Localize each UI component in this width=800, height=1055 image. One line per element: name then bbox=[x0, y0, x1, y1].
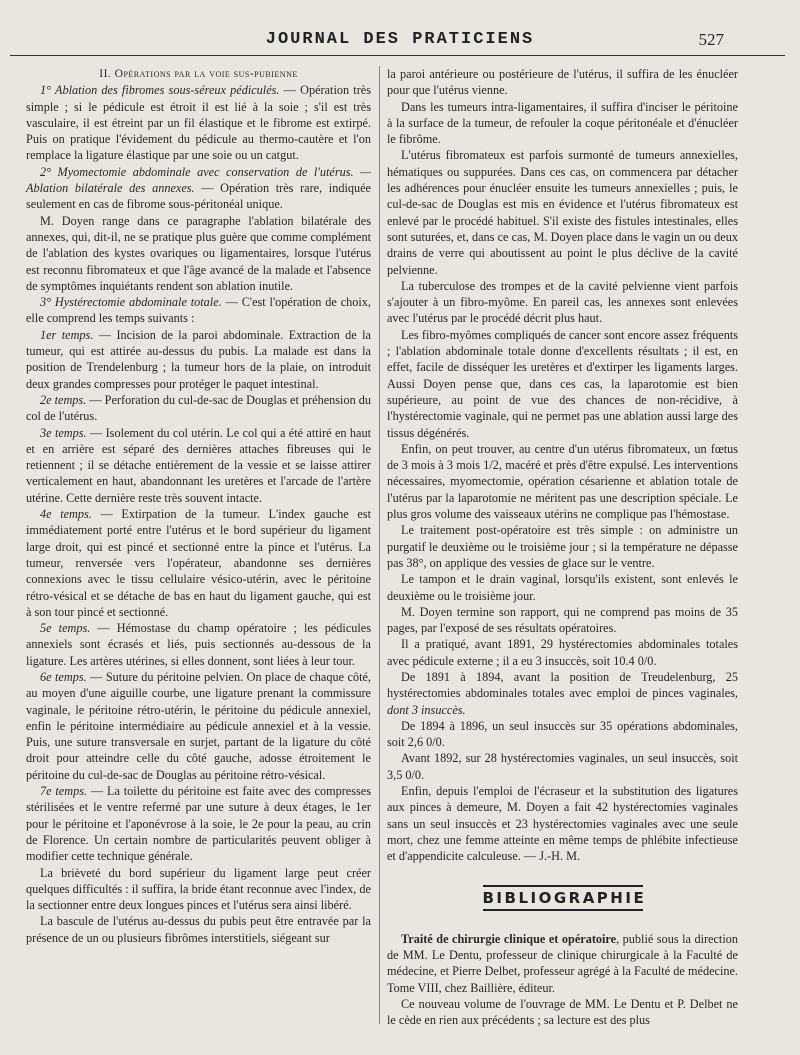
step-text: — Extirpation de la tumeur. L'index gauche est immédiatement porté entre l'utérus et le bord supérieur du ligament large droit, qui est pincé et sectionné entre la pince et l'utérus. La tumeur, renversée vers l'opérateur, abandonne ses dernières connexions avec le tissu cellulaire vésico-utérin, avec le péritoine rétro-vésical et se détache de bas en haut du ligament gauche, qui est à son tour pincé et sectionné. bbox=[26, 507, 371, 619]
step-label: 6e temps. bbox=[40, 669, 87, 684]
step-text: — Suture du péritoine pelvien. On place de chaque côté, au moyen d'une aiguille courbe, une ligature prenant la commissure vaginale, le péritoine rétro-utérin, le péritoine du pédicule annexiel, enfin le péritoine intermédiaire au pédicule annexiel et à la vessie. Puis, une suture transversale en surjet, partant de la ligature du côté droit pour atteindre celle du côté gauche, adosse étroitement le péritoine du cul-de-sac de Douglas au péritoine rétro-vésical. bbox=[26, 669, 371, 782]
paragraph: Ce nouveau volume de l'ouvrage de MM. Le Dentu et P. Delbet ne le cède en rien aux précédents ; sa lecture est des plus bbox=[387, 997, 738, 1028]
paragraph: la paroi antérieure ou postérieure de l'utérus, il suffira de les énucléer pour que l'utérus vienne. bbox=[387, 67, 738, 98]
step-paragraph bbox=[26, 425, 371, 506]
book-title: Traité de chirurgie clinique et opératoire bbox=[401, 931, 617, 946]
section-heading: II. Opérations par la voie sus-pubienne bbox=[99, 68, 298, 80]
paragraph bbox=[26, 294, 371, 327]
paragraph bbox=[387, 669, 738, 718]
paragraph: Les fibro-myômes compliqués de cancer sont encore assez fréquents ; l'ablation abdominale totale donne d'excellents résultats ; il est, en effet, facile de disséquer les uretères et d'extirper les ligaments larges. Aussi Doyen pense que, dans ces cas, la laparotomie est bien supérieure, au point de vue des chances de non-récidive, à l'hystérectomie vaginale, qui ne permet pas une ablation aussi large des tissus dégénérés. bbox=[387, 327, 738, 440]
right-column bbox=[387, 66, 738, 1029]
step-text: — Perforation du cul-de-sac de Douglas et préhension du col de l'utérus. bbox=[26, 392, 372, 424]
paragraph: L'utérus fibromateux est parfois surmonté de tumeurs annexielles, hématiques ou suppurées. Dans ces cas, on commencera par détacher les adhérences pour énucléer ensuite les tumeurs annexielles ; puis, le cul-de-sac de Douglas est mis en évidence et l'utérus fibromateux est enlevé par le procédé habituel. S'il existe des fistules intestinales, elles sont suturées, et, dans ce cas, M. Doyen place dans le vagin un ou deux drains de verre qui aboutissent au point le plus déclive de la cavité pelvienne. bbox=[387, 148, 738, 277]
paragraph bbox=[26, 164, 371, 213]
subheading: 1° Ablation des fibromes sous-séreux pédiculés. bbox=[40, 83, 280, 98]
paragraph-text: — Opération très simple ; si le pédicule est étroit il est lié à la soie ; s'il est très vasculaire, il est étreint par un fil élastique et le fibrome est extirpé. Puis on pratique l'évidement du pédicule au thermo-cautère et l'on remplace la ligature élastique par une soie ou un catgut. bbox=[26, 83, 371, 163]
step-text: — Isolement du col utérin. Le col qui a été attiré en haut et en arrière est séparé des dernières attaches fibreuses qui le retiennent ; il se détache entièrement de la vessie et se laisse attirer verticalement en haut, abandonnant les uretères et l'arcade de l'artère utérine. Cette dernière reste très souvent intacte. bbox=[26, 425, 371, 505]
paragraph-text: — Opération très rare, indiquée seulement en cas de fibrome sous-péritonéal unique. bbox=[26, 181, 371, 212]
paragraph: M. Doyen range dans ce paragraphe l'ablation bilatérale des annexes, qui, dit-il, ne se pratique plus guère que comme complément de l'ablation des kystes ovariques ou ligamentaires, lorsque l'utérus est reconnu fibromateux et que l'âge avancé de la malade et l'absence de symptômes inquiétants rendent son ablation inutile. bbox=[26, 213, 371, 293]
header-rule bbox=[10, 55, 785, 56]
step-paragraph bbox=[26, 506, 371, 620]
step-text: — Hémostase du champ opératoire ; les pédicules annexiels sont écrasés et liés, puis sectionnés au-dessous de la ligature. Les artères utérines, si elles donnent, sont liées à leur tour. bbox=[26, 621, 371, 668]
step-paragraph bbox=[26, 327, 371, 392]
left-column bbox=[26, 66, 371, 946]
step-paragraph bbox=[26, 783, 371, 864]
page-number: 527 bbox=[698, 30, 724, 49]
paragraph-text: De 1891 à 1894, avant la position de Treudelenburg, 25 hystérectomies abdominales totales avec emploi de pinces vaginales, bbox=[387, 669, 738, 701]
bibliography-entry bbox=[387, 931, 738, 996]
step-label: 5e temps. bbox=[40, 621, 91, 636]
paragraph: Dans les tumeurs intra-ligamentaires, il suffira d'inciser le péritoine à la surface de la tumeur, de refouler la coque péritonéale et d'énucléer le fibrôme. bbox=[387, 99, 738, 147]
paragraph: Enfin, on peut trouver, au centre d'un utérus fibromateux, un fœtus de 3 mois à 3 mois 1/2, macéré et près d'être expulsé. Les interventions nécessaires, myomectomie, opération césarienne et ablation totale de l'utérus par la laparotomie ne méritent pas une description spéciale. Le plus gros volume des vaisseaux utérins ne complique pas l'hémostase. bbox=[387, 441, 738, 522]
step-text: — La toilette du péritoine est faite avec des compresses stérilisées et le ventre refermé par une suture à deux étages, le 1er pour le péritoine et l'aponévrose à la soie, le 2e pour la peau, au crin de Florence. Un certain nombre de particularités peuvent obliger à modifier cette technique générale. bbox=[26, 784, 371, 864]
paragraph: Le traitement post-opératoire est très simple : on administre un purgatif le deuxième ou le troisième jour ; si la température ne dépasse pas 38°, on applique des vessies de glace sur le ventre. bbox=[387, 523, 738, 570]
paragraph: De 1894 à 1896, un seul insuccès sur 35 opérations abdominales, soit 2,6 0/0. bbox=[387, 718, 738, 750]
paragraph: M. Doyen termine son rapport, qui ne comprend pas moins de 35 pages, par l'exposé de ses résultats opératoires. bbox=[387, 604, 738, 636]
step-label: 3e temps. bbox=[40, 425, 87, 440]
step-paragraph bbox=[26, 669, 371, 783]
page-header bbox=[0, 30, 800, 54]
subheading: 2° Myomectomie abdominale avec conservation de l'utérus. — Ablation bilatérale des annexes. bbox=[26, 164, 371, 196]
step-label: 4e temps. bbox=[40, 507, 92, 522]
step-text: — Incision de la paroi abdominale. Extraction de la tumeur, qui est attirée au-dessus du pubis. La malade est dans la position de Trendelenburg ; la tumeur hors de la plaie, on introduit deux grandes compresses pour protéger le paquet intestinal. bbox=[26, 327, 371, 391]
step-paragraph bbox=[26, 392, 371, 425]
bibliography-heading: BIBLIOGRAPHIE bbox=[483, 885, 643, 911]
paragraph: Avant 1892, sur 28 hystérectomies vaginales, un seul insuccès, soit 3,5 0/0. bbox=[387, 751, 738, 782]
paragraph: Il a pratiqué, avant 1891, 29 hystérectomies abdominales totales avec pédicule externe ; il a eu 3 insuccès, soit 10.4 0/0. bbox=[387, 637, 738, 668]
subheading: 3° Hystérectomie abdominale totale. bbox=[40, 295, 222, 310]
paragraph: Le tampon et le drain vaginal, lorsqu'ils existent, sont enlevés le deuxième ou le troisième jour. bbox=[387, 572, 738, 603]
paragraph: Enfin, depuis l'emploi de l'écraseur et la substitution des ligatures aux pinces à demeure, M. Doyen a fait 42 hystérectomies vaginales sans un seul insuccès et 23 hystérectomies vaginales avec une seule mort, chez une femme atteinte en même temps de phlébite infectieuse et d'appendicite calculeuse. — J.-H. M. bbox=[387, 784, 738, 864]
entry-text: , publié sous la direction de MM. Le Dentu, professeur de clinique chirurgicale à la Faculté de médecine, et Pierre Delbet, professeur agrégé à la Faculté de médecine. Tome VIII, chez Baillière, éditeur. bbox=[387, 931, 738, 995]
column-separator bbox=[379, 66, 380, 1024]
step-label: 7e temps. bbox=[40, 784, 88, 799]
paragraph: La brièveté du bord supérieur du ligament large peut créer quelques difficultés : il suffira, la bride étant reconnue avec l'index, de la sectionner entre deux longues pinces et l'utérus sera ainsi libéré. bbox=[26, 865, 371, 913]
step-paragraph bbox=[26, 620, 371, 669]
paragraph-italic: dont 3 insuccès. bbox=[387, 702, 466, 717]
paragraph bbox=[26, 82, 371, 163]
journal-title: JOURNAL DES PRATICIENS bbox=[265, 30, 535, 49]
step-label: 2e temps. bbox=[40, 392, 87, 407]
paragraph-text: — C'est l'opération de choix, elle comprend les temps suivants : bbox=[26, 295, 371, 326]
paragraph: La tuberculose des trompes et de la cavité pelvienne vient parfois s'ajouter à un fibro-myôme. En pareil cas, les annexes sont enlevées avec l'utérus par le procédé décrit plus haut. bbox=[387, 278, 738, 326]
step-label: 1er temps. bbox=[40, 327, 94, 342]
paragraph: La bascule de l'utérus au-dessus du pubis peut être entravée par la présence de un ou plusieurs fibrômes interstitiels, siégeant sur bbox=[26, 914, 371, 945]
